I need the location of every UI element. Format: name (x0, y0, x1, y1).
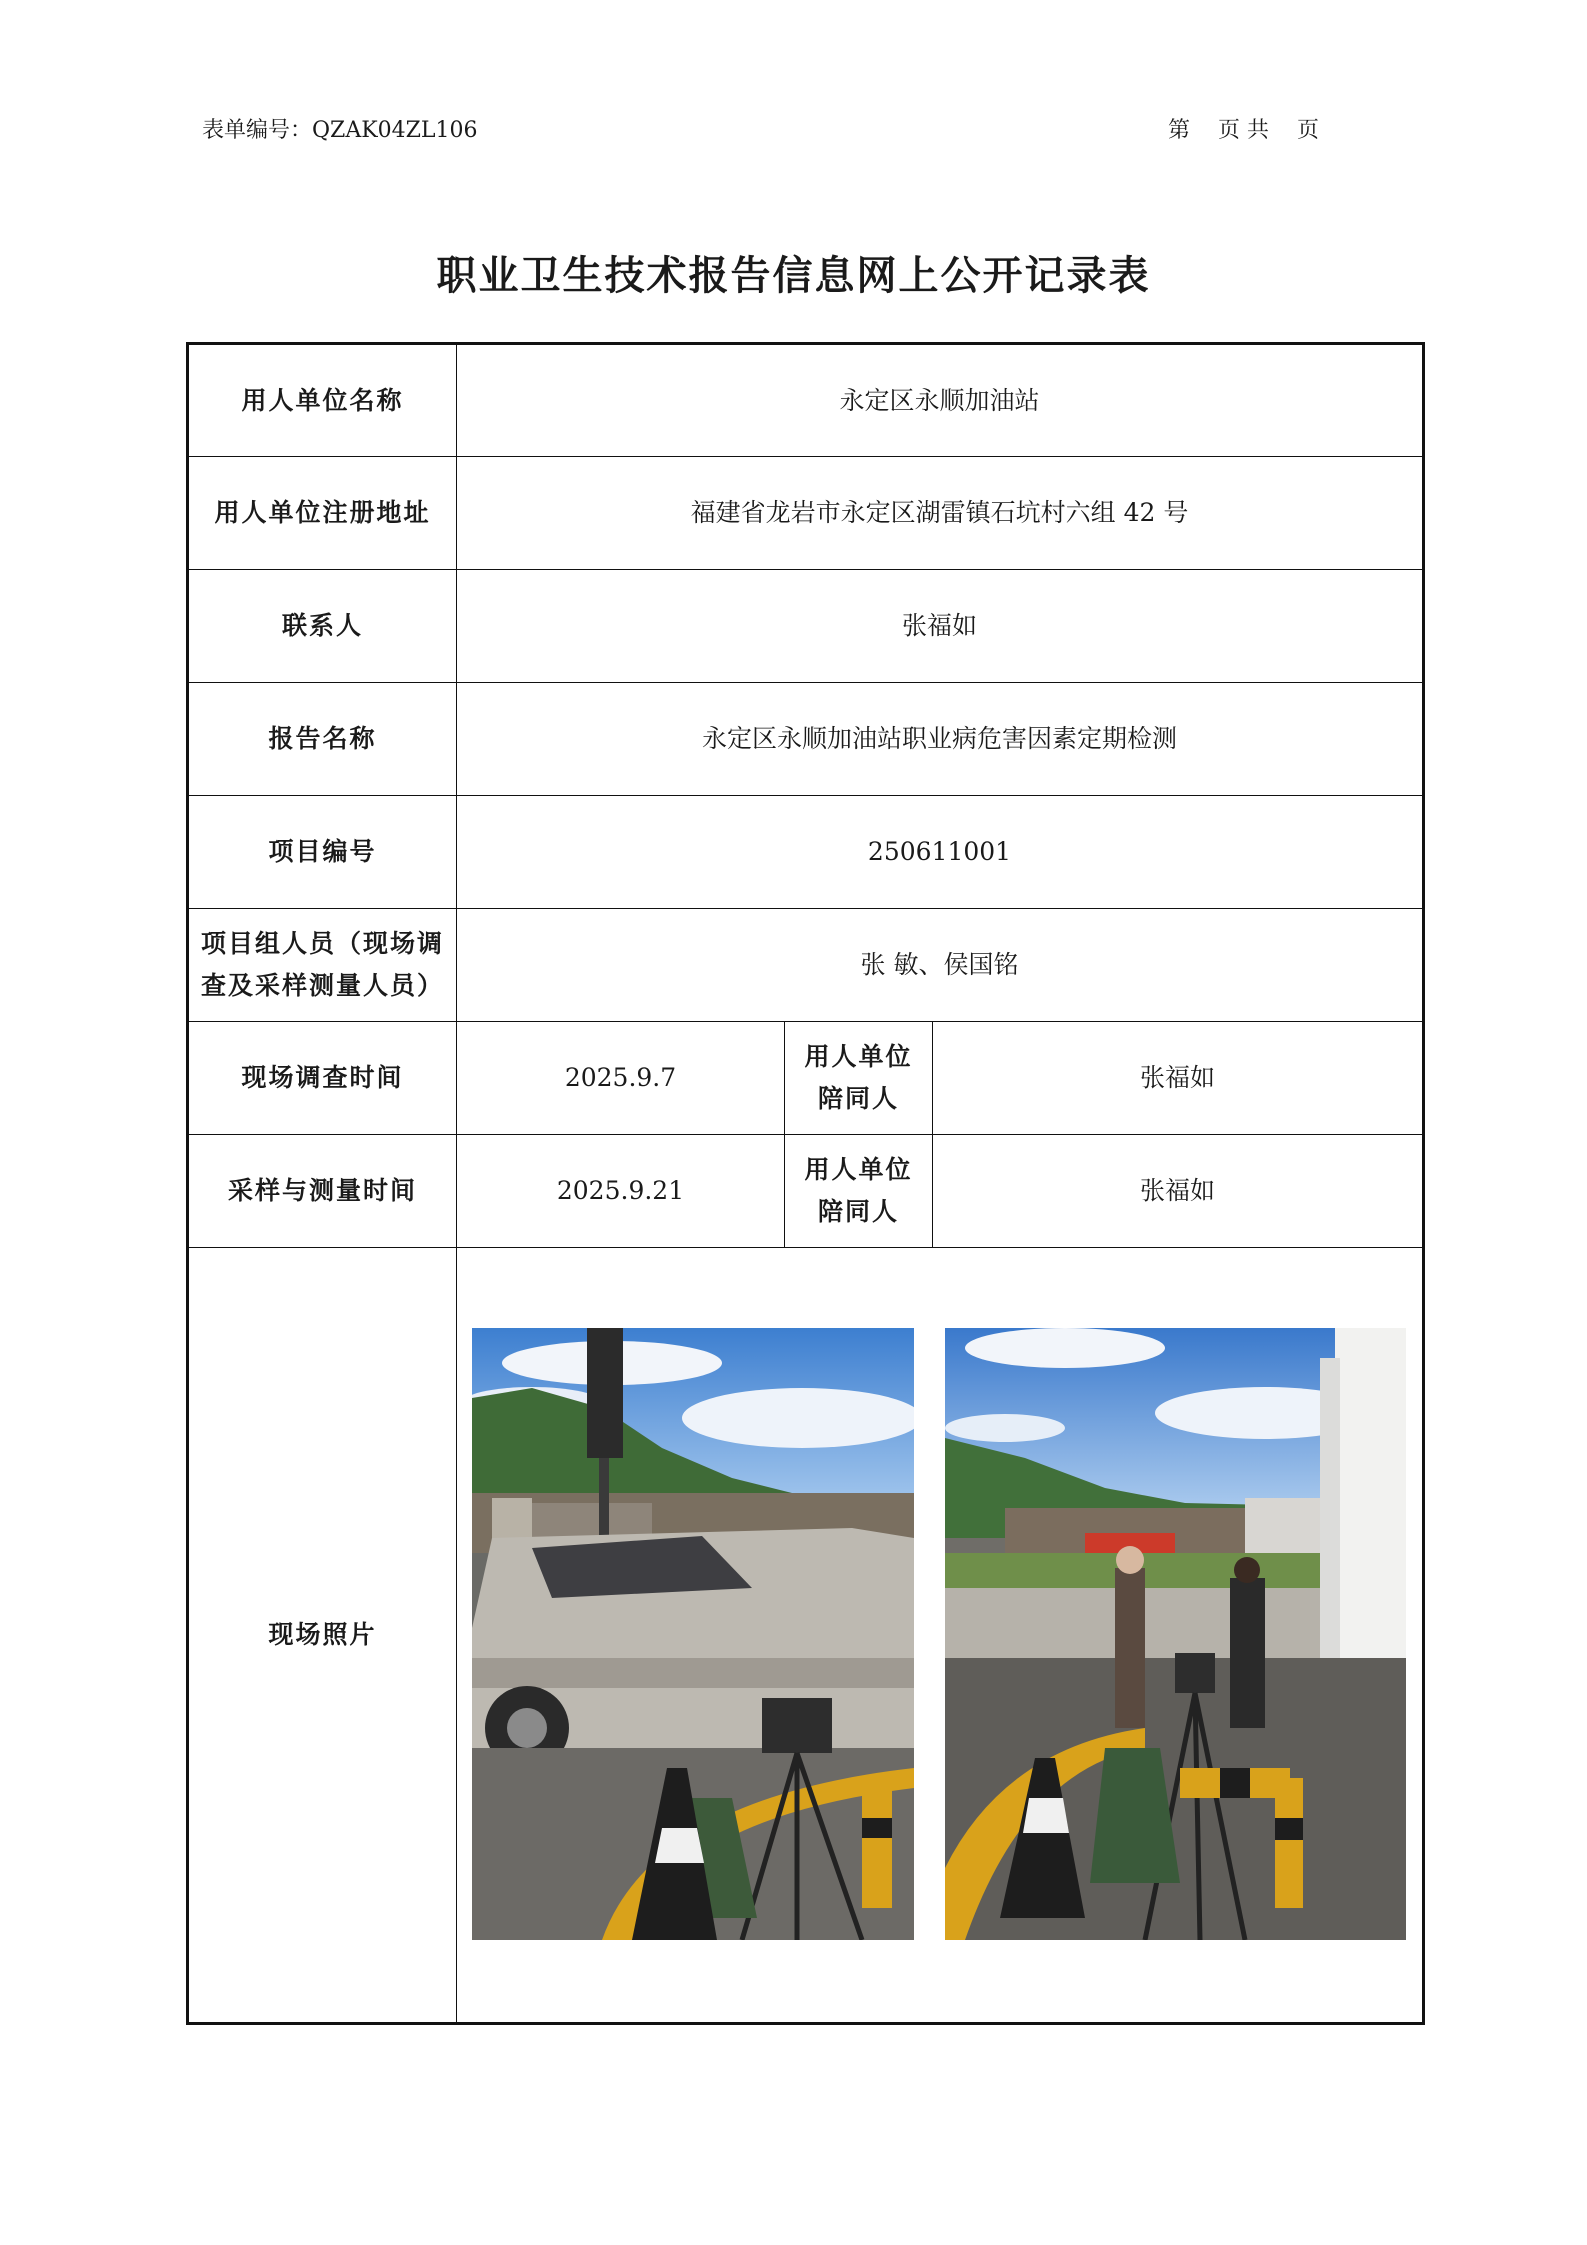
row-survey (188, 1022, 1424, 1135)
site-photo-1 (472, 1328, 914, 1940)
report-name-value: 永定区永顺加油站职业病危害因素定期检测 (457, 683, 1424, 796)
row-unit-name (188, 344, 1424, 457)
photos-cell (457, 1248, 1424, 2024)
record-table (186, 342, 1425, 2025)
row-photos (188, 1248, 1424, 2024)
row-sampling (188, 1135, 1424, 1248)
survey-date: 2025.9.7 (457, 1022, 785, 1135)
address-label: 用人单位注册地址 (188, 457, 457, 570)
team-value: 张 敏、侯国铭 (457, 909, 1424, 1022)
survey-label: 现场调查时间 (188, 1022, 457, 1135)
team-label-line1: 项目组人员（现场调 (200, 929, 444, 958)
unit-name-value: 永定区永顺加油站 (457, 344, 1424, 457)
page-info: 第 页 共 页 (1168, 118, 1319, 143)
photos-container (457, 1248, 1422, 2022)
team-label (188, 909, 457, 1022)
survey-companion-label-line2: 陪同人 (817, 1084, 899, 1113)
form-number: 表单编号：QZAK04ZL106 (202, 118, 478, 143)
survey-companion: 张福如 (933, 1022, 1424, 1135)
sampling-label: 采样与测量时间 (188, 1135, 457, 1248)
sampling-date: 2025.9.21 (457, 1135, 785, 1248)
row-address (188, 457, 1424, 570)
survey-companion-label (785, 1022, 933, 1135)
document-title: 职业卫生技术报告信息网上公开记录表 (436, 253, 1151, 299)
contact-value: 张福如 (457, 570, 1424, 683)
photos-label: 现场照片 (188, 1248, 457, 2024)
sampling-companion-label (785, 1135, 933, 1248)
sampling-companion: 张福如 (933, 1135, 1424, 1248)
project-no-value: 250611001 (457, 796, 1424, 909)
survey-companion-label-line1: 用人单位 (804, 1042, 913, 1071)
row-team (188, 909, 1424, 1022)
site-photo-2 (945, 1328, 1406, 1940)
sampling-companion-label-line2: 陪同人 (817, 1197, 899, 1226)
row-project-no (188, 796, 1424, 909)
team-label-line2: 查及采样测量人员） (200, 971, 444, 1000)
row-contact (188, 570, 1424, 683)
project-no-label: 项目编号 (188, 796, 457, 909)
sampling-companion-label-line1: 用人单位 (804, 1155, 913, 1184)
report-name-label: 报告名称 (188, 683, 457, 796)
contact-label: 联系人 (188, 570, 457, 683)
row-report-name (188, 683, 1424, 796)
unit-name-label: 用人单位名称 (188, 344, 457, 457)
address-value: 福建省龙岩市永定区湖雷镇石坑村六组 42 号 (457, 457, 1424, 570)
